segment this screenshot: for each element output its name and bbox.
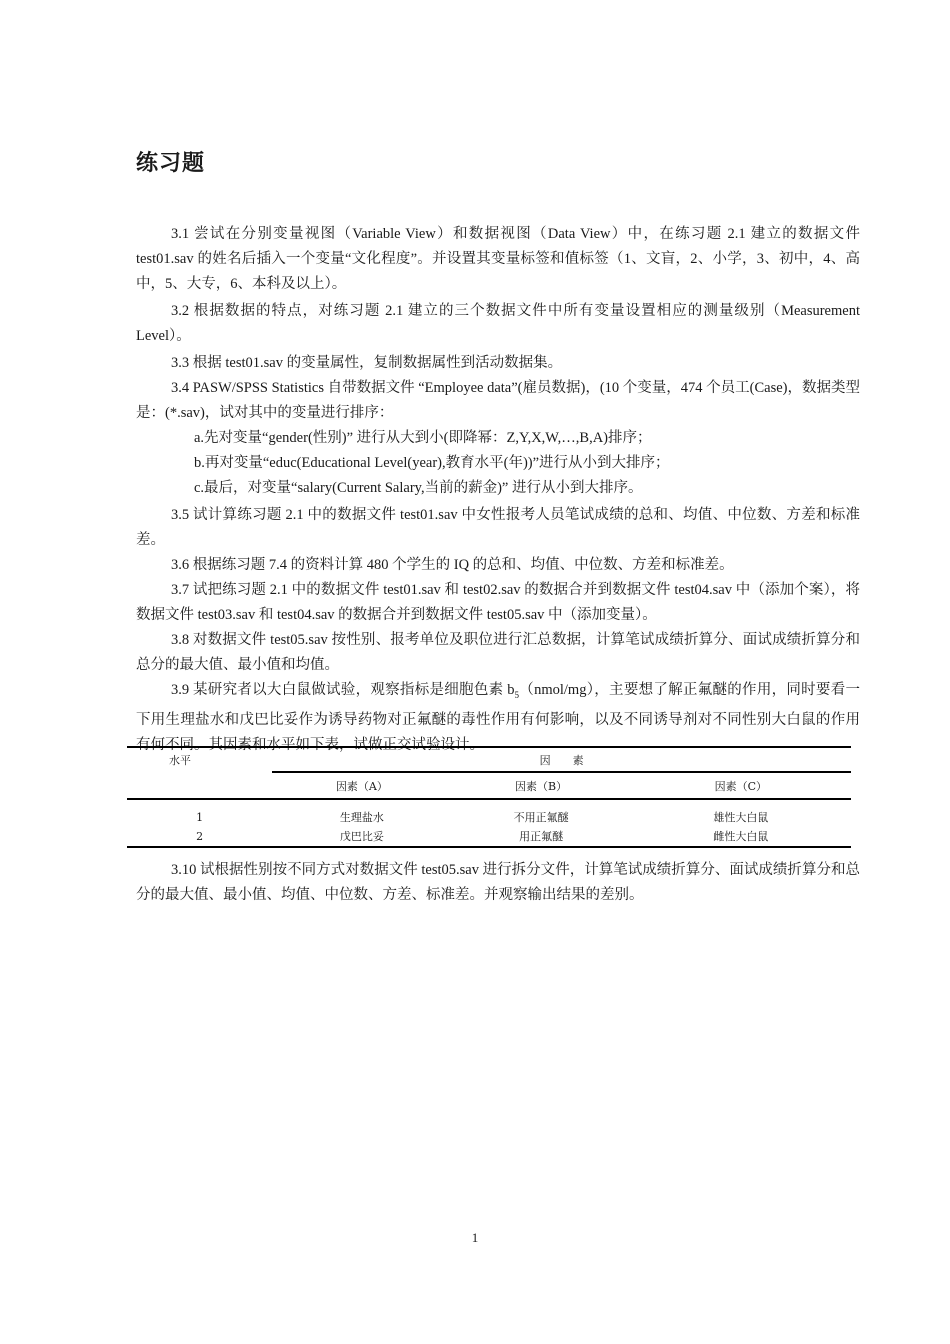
table-row	[127, 799, 851, 828]
table-subheader-row	[127, 772, 851, 799]
exercise-3-1: 3.1 尝试在分别变量视图（Variable View）和数据视图（Data View）中，在练习题 2.1 建立的数据文件 test01.sav 的姓名后插入一个变量“文化程度”。并设置其变量标签和值标签（1、文盲，2、小学，3、初中，4、高中，5、大专，6、本科及以上）。	[136, 226, 860, 292]
table-row	[127, 828, 851, 847]
exercise-3-3: 3.3 根据 test01.sav 的变量属性，复制数据属性到活动数据集。	[171, 355, 563, 371]
exercise-3-9-text-b: （nmol/mg），主要想了解正氟醚的作用，同时要看一下用生理盐水和戊巴比妥作为诱导药物对正氟醚的毒性作用有何影响，以及不同诱导剂对不同性别大白鼠的作用有何不同。其因素和水平如下表，试做正交试验设计。	[136, 682, 860, 753]
level-header: 水平	[169, 754, 191, 767]
factor-b-cell: 不用正氟醚	[513, 811, 569, 824]
exercise-3-5: 3.5 试计算练习题 2.1 中的数据文件 test01.sav 中女性报考人员笔试成绩的总和、均值、中位数、方差和标准差。	[136, 507, 860, 548]
exercise-3-9-subscript: 5	[514, 689, 520, 700]
exercise-3-9-text-a: 3.9 某研究者以大白鼠做试验，观察指标是细胞色素 b	[171, 682, 515, 698]
factor-a-cell: 戊巴比妥	[339, 830, 384, 843]
table-header-row	[127, 747, 851, 772]
exercise-list	[136, 222, 860, 758]
factor-c-cell: 雌性大白鼠	[713, 830, 769, 843]
level-cell: 1	[196, 810, 204, 824]
factor-a-cell: 生理盐水	[339, 811, 384, 824]
page-number: 1	[471, 1230, 479, 1245]
exercise-3-7: 3.7 试把练习题 2.1 中的数据文件 test01.sav 和 test02.sav 的数据合并到数据文件 test04.sav 中（添加个案），将数据文件 test03.sav 和 test04.sav 的数据合并到数据文件 test05.sav 中（添加变量）。	[136, 582, 860, 623]
exercise-3-10: 3.10 试根据性别按不同方式对数据文件 test05.sav 进行拆分文件，计算笔试成绩折算分、面试成绩折算分和总分的最大值、最小值、均值、中位数、方差、标准差。并观察输出结果的差别。	[136, 862, 860, 903]
factor-c-cell: 雄性大白鼠	[713, 811, 769, 824]
exercise-3-4-b: b.再对变量“educ(Educational Level(year),教育水平(年))”进行从小到大排序；	[194, 455, 670, 471]
exercise-3-2: 3.2 根据数据的特点，对练习题 2.1 建立的三个数据文件中所有变量设置相应的测量级别（Measurement Level）。	[136, 303, 860, 344]
exercise-3-6: 3.6 根据练习题 7.4 的资料计算 480 个学生的 IQ 的总和、均值、中位数、方差和标准差。	[171, 557, 734, 573]
factor-header: 因 素	[272, 747, 851, 772]
col-c-header: 因素（C）	[714, 779, 768, 793]
exercise-3-4-a: a.先对变量“gender(性别)” 进行从大到小(即降幂：Z,Y,X,W,…,B,A)排序；	[194, 430, 652, 446]
col-b-header: 因素（B）	[515, 779, 568, 793]
factor-level-table	[127, 746, 851, 848]
page-title: 练习题	[136, 151, 206, 176]
exercise-list-continued	[136, 858, 860, 908]
col-a-header: 因素（A）	[335, 779, 388, 793]
factor-b-cell: 用正氟醚	[519, 830, 564, 843]
exercise-3-4-c: c.最后，对变量“salary(Current Salary,当前的薪金)” 进行从小到大排序。	[194, 480, 643, 496]
exercise-3-4: 3.4 PASW/SPSS Statistics 自带数据文件 “Employee data”(雇员数据)，(10 个变量，474 个员工(Case)，数据类型是：(*.sav)，试对其中的变量进行排序：	[136, 380, 860, 421]
level-cell: 2	[196, 830, 204, 843]
exercise-3-8: 3.8 对数据文件 test05.sav 按性别、报考单位及职位进行汇总数据，计算笔试成绩折算分、面试成绩折算分和总分的最大值、最小值和均值。	[136, 632, 860, 673]
